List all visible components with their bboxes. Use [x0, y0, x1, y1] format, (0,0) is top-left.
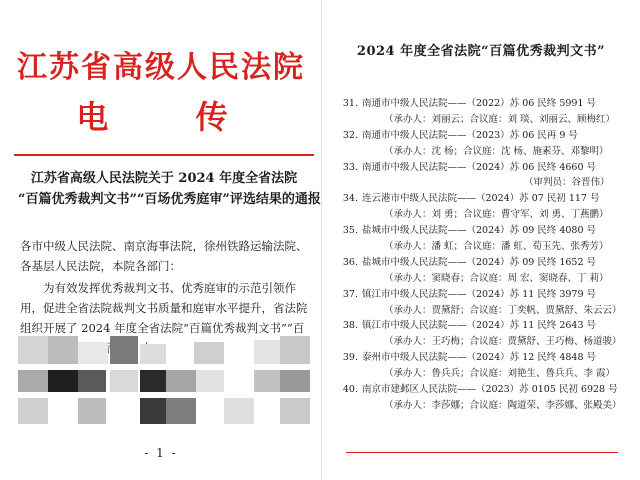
red-underline — [346, 450, 618, 453]
case-staff: （承办人：窦晓春；合议庭：周 宏、窦晓春、丁 莉） — [384, 272, 609, 284]
case-item: 36. 盐城市中级人民法院——（2024）苏 09 民终 1652 号 — [342, 256, 597, 268]
page-number: - 1 - — [144, 446, 178, 460]
case-item: 35. 盐城市中级人民法院——（2024）苏 09 民终 4080 号 — [342, 225, 597, 237]
case-staff: （承办人：潘 虹；合议庭：潘 虹、荀玉先、张秀芳） — [384, 241, 609, 253]
redacted-mosaic — [18, 336, 318, 436]
recipients-text: 各市中级人民法院、南京海事法院，徐州铁路运输法院、各基层人民法院，本院各部门： — [20, 239, 308, 273]
notice-title-line-1: 江苏省高级人民法院关于 2024 年度全省法院 — [30, 171, 298, 186]
case-staff: （承办人：李莎娜；合议庭：陶道荣、李莎娜、张殿美） — [384, 399, 622, 411]
notice-title — [18, 168, 321, 210]
case-item: 40. 南京市建邺区人民法院——（2023）苏 0105 民初 6928 号 — [342, 384, 618, 396]
case-item: 37. 镇江市中级人民法院——（2024）苏 11 民终 3979 号 — [342, 288, 597, 300]
case-staff: （承办人：刘丽云；合议庭：刘 琰、刘丽云、顾梅红） — [384, 113, 616, 125]
case-item: 34. 连云港市中级人民法院——（2024）苏 07 民初 117 号 — [342, 193, 600, 205]
case-item: 33. 南通市中级人民法院——（2024）苏 06 民终 4660 号 — [342, 161, 597, 173]
case-item: 38. 镇江市中级人民法院——（2024）苏 11 民终 2643 号 — [342, 320, 597, 332]
case-staff: （承办人：鲁兵兵；合议庭：刘艳生、鲁兵兵、李 霞） — [384, 368, 616, 380]
case-item: 32. 南通市中级人民法院——（2023）苏 06 民再 9 号 — [342, 129, 578, 141]
case-staff: （承办人：刘 勇；合议庭：曹守军、刘 勇、丁燕鹏） — [384, 209, 609, 221]
court-name-heading: 江苏省高级人民法院 — [17, 50, 305, 85]
body-paragraph: 为有效发挥优秀裁判文书、优秀庭审的示范引领作用，促进全省法院裁判文书质量和庭审水平提升，省法院组织开展了 2024 年度全省法院“百篇优秀裁判文书”“百 — [20, 281, 308, 335]
list-title: 2024 年度全省法院“百篇优秀裁判文书” — [356, 44, 606, 59]
notice-title-line-2: “百篇优秀裁判文书”“百场优秀庭审”评选结果的通报 — [18, 192, 321, 207]
case-staff: （承办人：沈 杨；合议庭：沈 杨、施素芬、邓黎明） — [384, 145, 609, 157]
case-item: 31. 南通市中级人民法院——（2022）苏 06 民终 5991 号 — [342, 98, 597, 109]
fax-heading: 电 传 — [76, 98, 266, 136]
red-divider-line — [14, 154, 314, 156]
case-staff: （承办人：贾黛舒；合议庭：丁奕帆、贾黛舒、朱云云） — [384, 304, 622, 316]
case-judge: （审判员：谷晋伟） — [524, 177, 610, 189]
case-item: 39. 泰州市中级人民法院——（2024）苏 12 民终 4848 号 — [342, 352, 597, 364]
case-list — [338, 96, 638, 414]
case-staff: （承办人：王巧梅；合议庭：贾黛舒、王巧梅、杨道骏） — [384, 336, 622, 348]
